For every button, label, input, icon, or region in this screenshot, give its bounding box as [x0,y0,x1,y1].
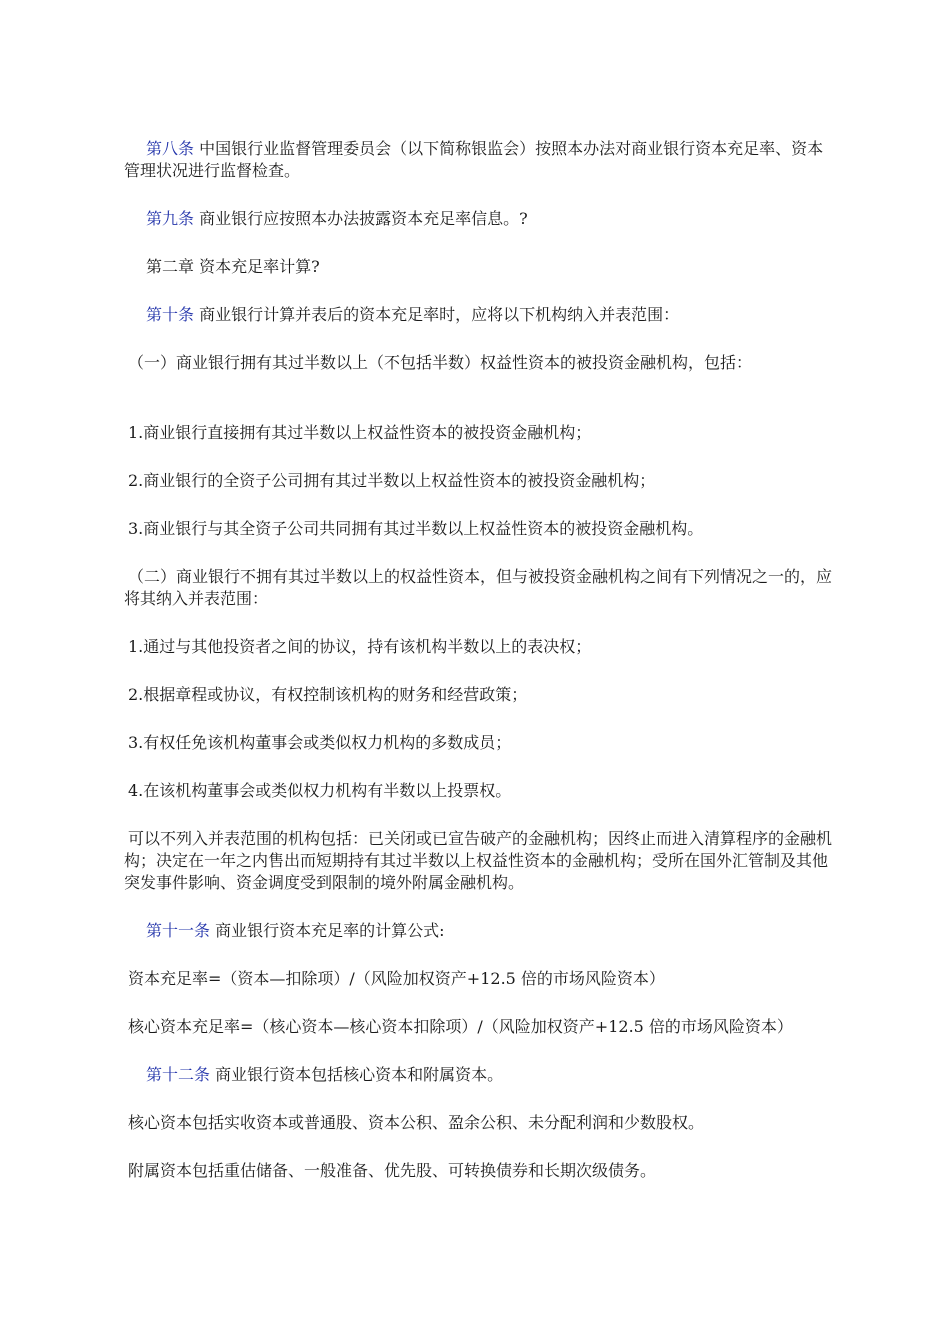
article-8 [124,138,836,182]
section-2-item-1: 1.通过与其他投资者之间的协议，持有该机构半数以上的表决权； [128,637,592,656]
section-2-item-4: 4.在该机构董事会或类似权力机构有半数以上投票权。 [128,781,512,800]
article-8-text: 中国银行业监督管理委员会（以下简称银监会）按照本办法对商业银行资本充足率、资本管理状况进行监督检查。 [124,139,824,180]
article-8-label: 第八条 [146,139,195,158]
article-12 [124,1064,836,1086]
article-11-label: 第十一条 [146,921,211,940]
formula-core-capital-adequacy: 核心资本充足率=（核心资本—核心资本扣除项）/（风险加权资产+12.5 倍的市场风险资本） [128,1017,793,1036]
section-2-item-3: 3.有权任免该机构董事会或类似权力机构的多数成员； [128,733,512,752]
article-10 [124,304,836,326]
article-11 [124,920,836,942]
exclusions-paragraph: 可以不列入并表范围的机构包括：已关闭或已宣告破产的金融机构；因终止而进入清算程序的金融机构；决定在一年之内售出而短期持有其过半数以上权益性资本的金融机构；受所在国外汇管制及其他突发事件影响、资金调度受到限制的境外附属金融机构。 [124,829,833,892]
section-1: （一）商业银行拥有其过半数以上（不包括半数）权益性资本的被投资金融机构，包括： [128,353,753,372]
section-1-item-1: 1.商业银行直接拥有其过半数以上权益性资本的被投资金融机构； [128,423,592,442]
core-capital-paragraph: 核心资本包括实收资本或普通股、资本公积、盈余公积、未分配利润和少数股权。 [128,1113,705,1132]
section-2: （二）商业银行不拥有其过半数以上的权益性资本，但与被投资金融机构之间有下列情况之一的，应将其纳入并表范围： [124,567,833,608]
formula-capital-adequacy: 资本充足率=（资本—扣除项）/（风险加权资产+12.5 倍的市场风险资本） [128,969,665,988]
article-9 [124,208,836,230]
article-9-text: 商业银行应按照本办法披露资本充足率信息。? [199,209,528,228]
article-12-text: 商业银行资本包括核心资本和附属资本。 [215,1065,504,1084]
article-10-text: 商业银行计算并表后的资本充足率时，应将以下机构纳入并表范围： [199,305,680,324]
article-10-label: 第十条 [146,305,195,324]
section-1-item-2: 2.商业银行的全资子公司拥有其过半数以上权益性资本的被投资金融机构； [128,471,656,490]
section-2-item-2: 2.根据章程或协议，有权控制该机构的财务和经营政策； [128,685,528,704]
supplementary-capital-paragraph: 附属资本包括重估储备、一般准备、优先股、可转换债券和长期次级债务。 [128,1161,657,1180]
article-12-label: 第十二条 [146,1065,211,1084]
article-9-label: 第九条 [146,209,195,228]
section-1-item-3: 3.商业银行与其全资子公司共同拥有其过半数以上权益性资本的被投资金融机构。 [128,519,704,538]
article-11-text: 商业银行资本充足率的计算公式: [215,921,445,940]
chapter-2-heading: 第二章 资本充足率计算? [146,257,320,276]
document-page [124,138,836,1182]
